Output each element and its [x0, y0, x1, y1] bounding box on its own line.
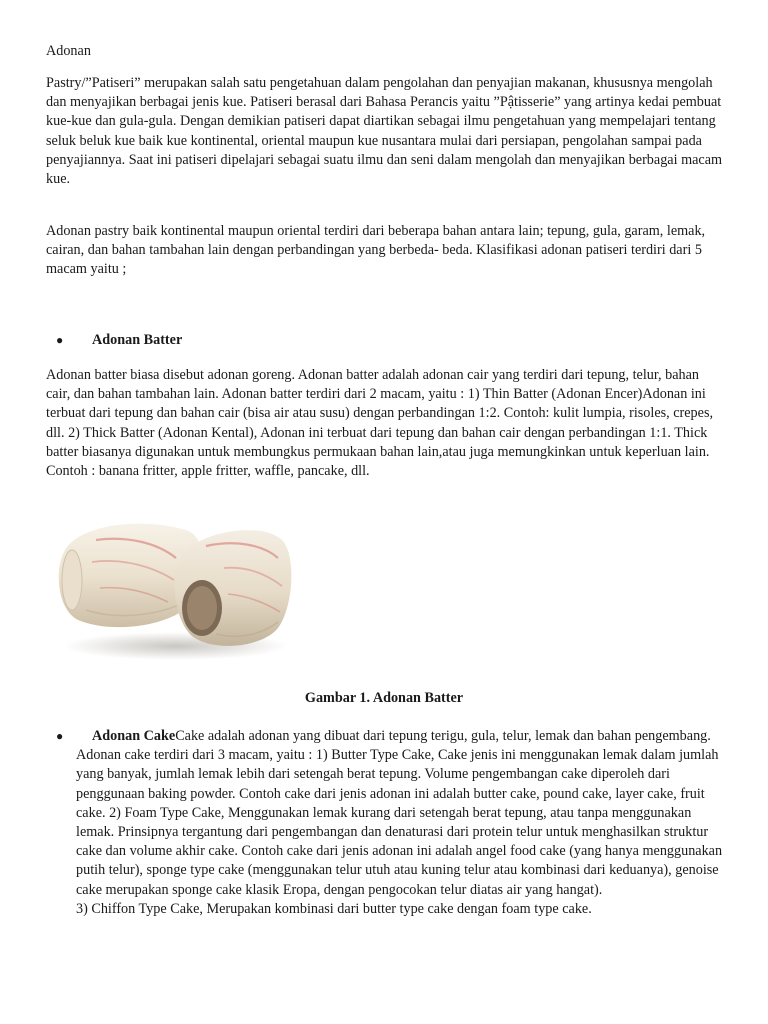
right-roll	[175, 530, 292, 646]
cake-body: Cake adalah adonan yang dibuat dari tepung terigu, gula, telur, lemak dan bahan pengembang. Adonan cake terdiri dari 3 macam, yaitu : 1) Butter Type Cake, Cake jenis ini menggunakan lemak dalam jumlah yang banyak, jumlah lemak lebih dari setengah berat tepung. Volume pengembangan cake diperoleh dari penggunaan baking powder. Contoh cake dari jenis adonan ini adalah butter cake, pound cake, layer cake, fruit cake. 2) Foam Type Cake, Menggunakan lemak kurang dari setengah berat tepung, atau tanpa menggunakan lemak. Prinsipnya tergantung dari pengembangan dan denaturasi dari protein telur untuk menghasilkan struktur cake dan volume akhir cake. Contoh cake dari jenis adonan ini adalah angel food cake (yang hanya menggunakan putih telur), sponge type cake (menggunakan telur utuh atau kuning telur atau kombinasi dari keduanya), genoise cake merupakan sponge cake klasik Eropa, dengan pengocokan telur diatas air yang hangat).	[76, 728, 723, 898]
bullet-icon: ●	[56, 729, 64, 743]
bullet-icon: ●	[56, 333, 64, 347]
cake-body-chiffon: 3) Chiffon Type Cake, Merupakan kombinasi dari butter type cake dengan foam type cake.	[76, 900, 592, 917]
batter-rolls-illustration	[56, 510, 294, 662]
cake-paragraph	[76, 727, 731, 919]
batter-paragraph: Adonan batter biasa disebut adonan goreng. Adonan batter adalah adonan cair yang terdiri dari tepung, telur, bahan cair, dan bahan tambahan lain. Adonan batter terdiri dari 2 macam, yaitu : 1) Thin Batter (Adonan Encer)Adonan ini terbuat dari tepung dan bahan cair (bisa air atau susu) dengan perbandingan 1:2. Contoh: kulit lumpia, risoles, crepes, dll. 2) Thick Batter (Adonan Kental), Adonan ini terbuat dari tepung dan bahan cair dengan perbandingan 1:1. Thick batter biasanya digunakan untuk membungkus permukaan bahan lain,atau juga memungkinkan untuk keperluan lain. Contoh : banana fritter, apple fritter, waffle, pancake, dll.	[46, 367, 714, 480]
figure-caption: Gambar 1. Adonan Batter	[304, 690, 464, 706]
cake-title: Adonan Cake	[92, 728, 176, 744]
batter-title: Adonan Batter	[92, 332, 183, 348]
classification-paragraph: Adonan pastry baik kontinental maupun oriental terdiri dari beberapa bahan antara lain; tepung, gula, garam, lemak, cairan, dan bahan tambahan lain dengan perbandingan yang berbeda- beda. Klasifikasi adonan patiseri terdiri dari 5 macam yaitu ;	[46, 223, 706, 278]
intro-paragraph: Pastry/”Patiseri” merupakan salah satu pengetahuan dalam pengolahan dan penyajian makanan, khususnya mengolah dan menyajikan berbagai jenis kue. Patiseri berasal dari Bahasa Perancis yaitu ”Pậtisserie” yang artinya kedai pembuat kue-kue dan gula-gula. Dengan demikian patiseri dapat diartikan sebagai ilmu pengetahuan yang mempelajari tentang seluk beluk kue baik kue kontinental, oriental maupun kue nusantara mulai dari persiapan, pengolahan sampai pada penyajiannya. Saat ini patiseri dipelajari sebagai suatu ilmu dan seni dalam mengolah dan menyajikan berbagai macam kue.	[46, 75, 723, 188]
batter-rolls-photo	[56, 510, 294, 662]
section-heading: Adonan	[46, 43, 91, 59]
